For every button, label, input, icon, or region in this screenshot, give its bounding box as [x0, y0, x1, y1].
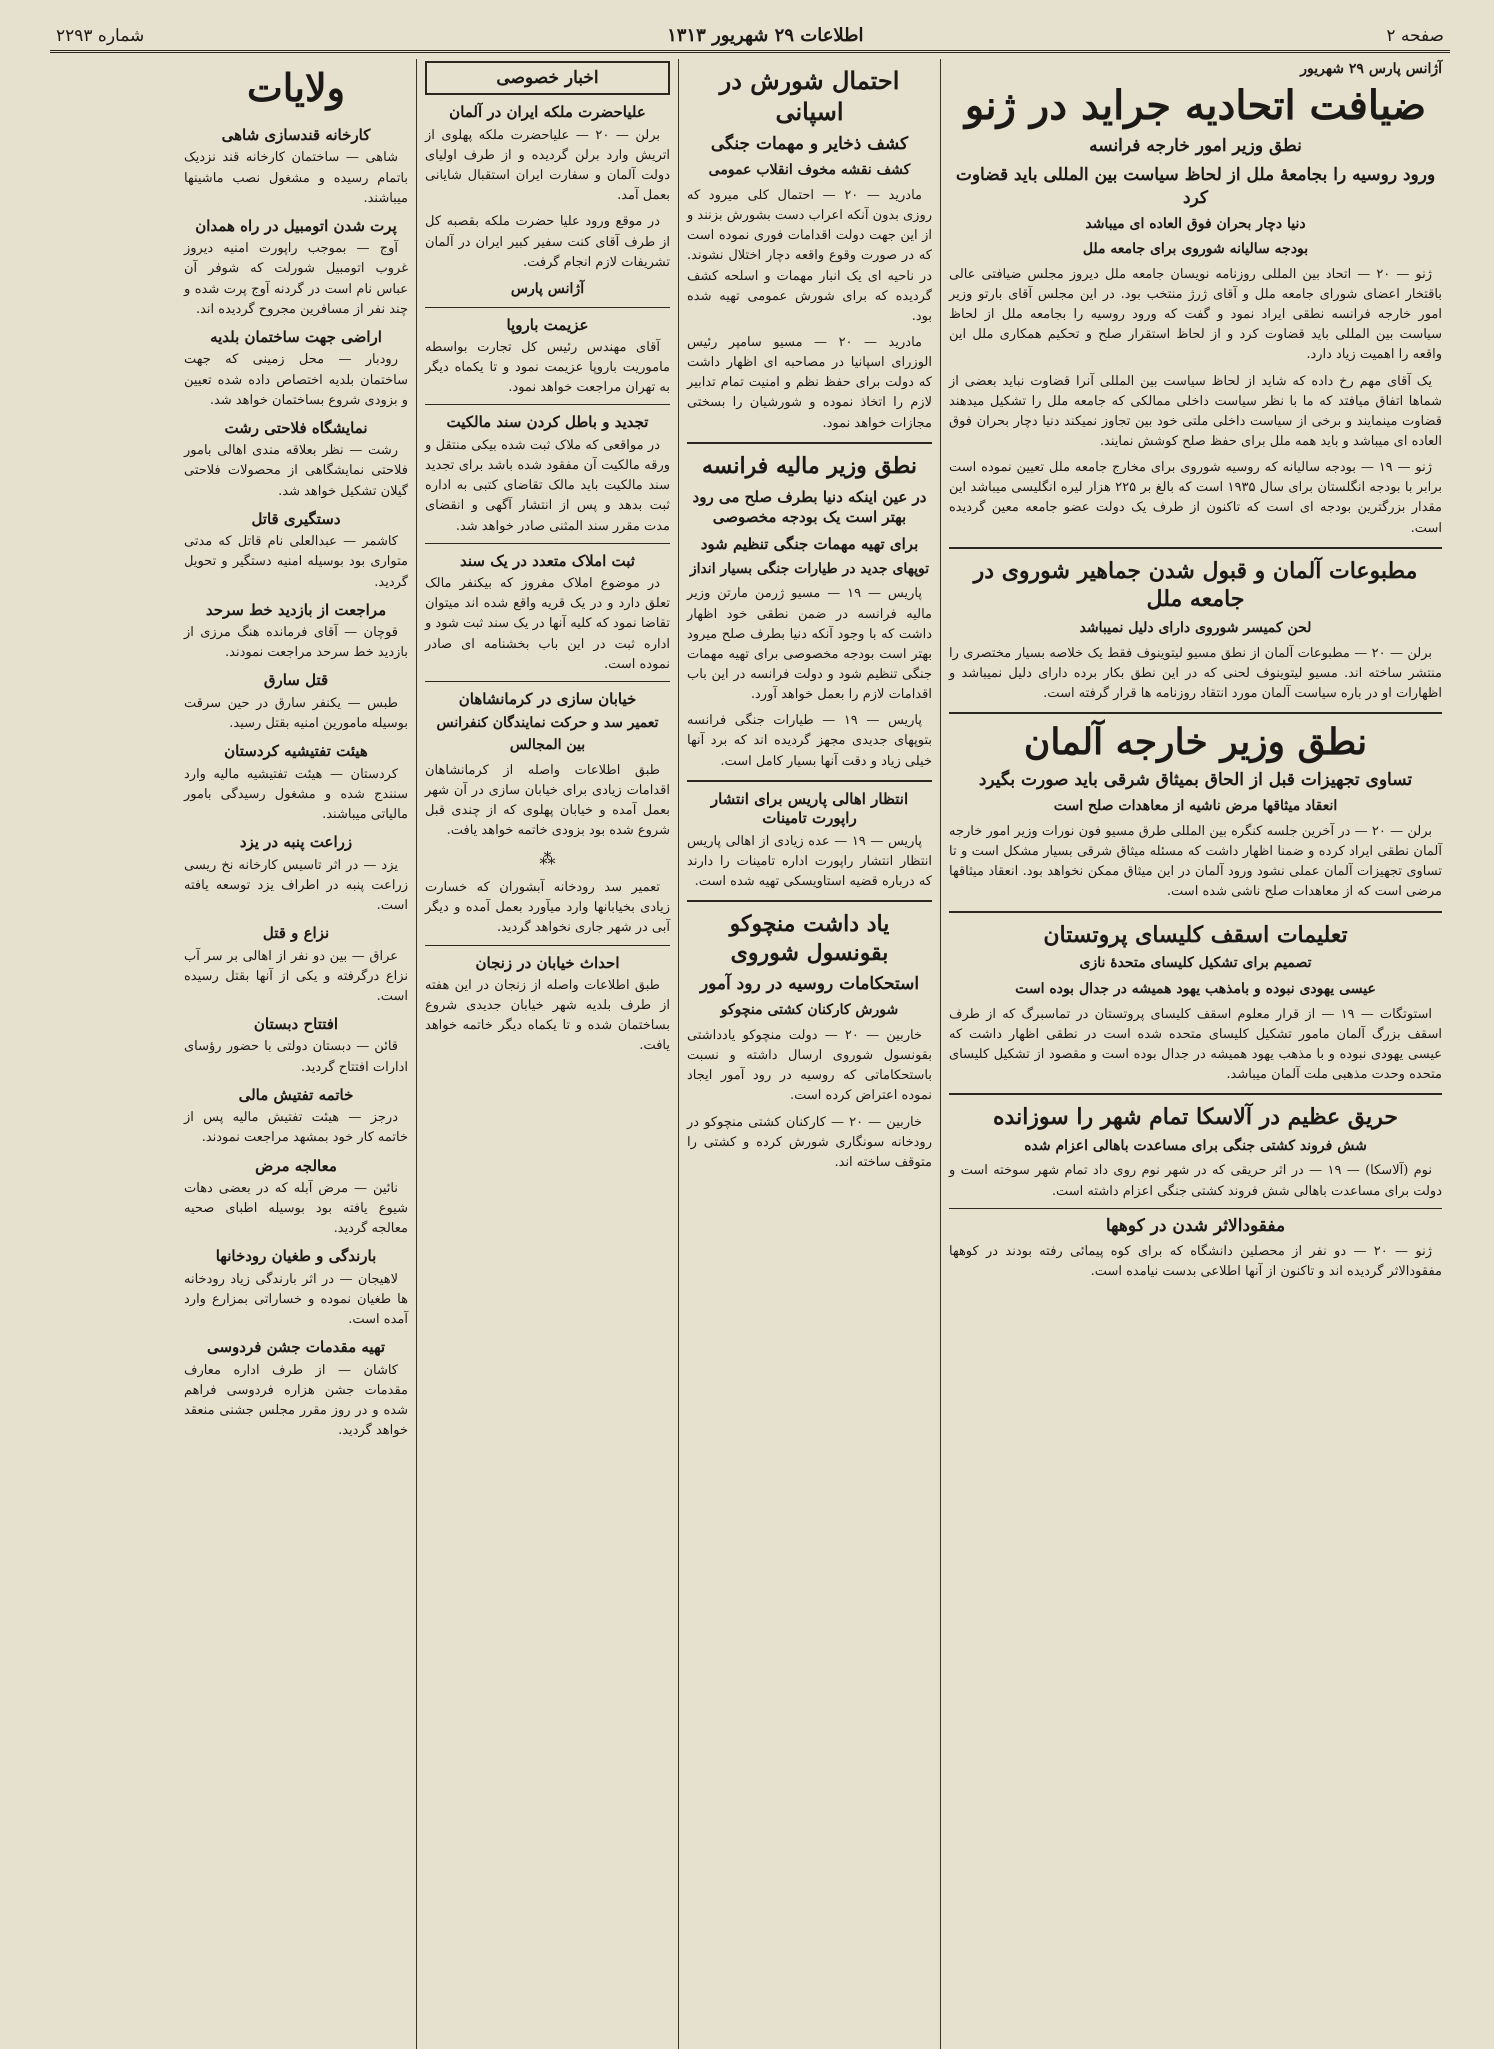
headline-car-accident: پرت شدن اتومبیل در راه همدان [195, 216, 397, 235]
headline-audit: خاتمه تفتیش مالی [238, 1085, 354, 1104]
headline-kermanshah: خیابان سازی در کرمانشاهان [458, 689, 637, 708]
headline-ferdowsi: تهیه مقدمات جشن فردوسی [206, 1338, 386, 1357]
headline-bishop: تعلیمات اسقف کلیسای پروتستان [1043, 921, 1348, 948]
article-text: یزد — در اثر تاسیس کارخانه نخ ریسی زراعت پنبه در اطراف یزد توسعه یافته است. [184, 857, 408, 913]
headline-german-minister: نطق وزیر خارجه آلمان [1023, 721, 1368, 763]
headline-arrest: دستگیری قاتل [251, 509, 341, 528]
subhead-amur: استحکامات روسیه در رود آمور [699, 974, 920, 995]
headline-school: افتتاح دبستان [253, 1014, 339, 1033]
article-text: یک آقای مهم رخ داده که شاید از لحاظ سیاست بین المللی آنرا قضاوت نباید بعضی از شماها اتفاق میافتد که ما با نظر سیاست داخلی ممالکی که جامعه ملل را تشکیل میدهند قضاوت مینمایند و برخی از سیاست داخلی ملتی خود بین تجاوز نمیکند دنیا دچار بحران فوق العاده ای میباشد و باید همه ملل برای حفظ صلح کوشش نمایند. [949, 373, 1442, 449]
subhead-jesus: عیسی یهودی نبوده و بامذهب یهود همیشه در جدال بوده است [1015, 980, 1376, 997]
headline-missing: مفقودالاثر شدن در کوهها [1105, 1215, 1286, 1236]
article-text: لاهیجان — در اثر بارندگی زیاد رودخانه ها طغیان نموده و خساراتی بمزارع وارد آمده است. [184, 1271, 408, 1328]
headline-zanjan: احداث خیابان در زنجان [475, 953, 620, 972]
masthead [50, 12, 1450, 53]
agency-pars: آژانس پارس [510, 280, 585, 297]
article-text: خاربین — ۲۰ — کارکنان کشتی منچوکو در رودخانه سونگاری شورش کرده و کشتی را متوقف ساخته اند. [687, 1114, 932, 1170]
subhead-war-munitions: برای تهیه مهمات جنگی تنظیم شود [700, 535, 919, 554]
headline-border: مراجعت از بازدید خط سرحد [205, 600, 387, 619]
headline-french-finance: نطق وزیر مالیه فرانسه [702, 452, 917, 479]
headline-sugar-factory: کارخانه قندسازی شاهی [221, 125, 371, 144]
ornament: ⁂ [539, 849, 556, 869]
article-text: شاهی — ساختمان کارخانه قند نزدیک باتمام رسیده و مشغول نصب ماشینها میباشند. [184, 150, 408, 206]
article-text: برلن — ۲۰ — مطبوعات آلمان از نطق مسیو لیتوینوف فقط یک خلاصه بسیار مختصری را منتشر ساخته اند. مسیو لیتوینوف لحنی که در این نطق بکار برده دارای دلیل نمیباشد و اظهارات او در باره سیاست آلمان مورد انتقاد روزنامه ها قرار گرفته است. [949, 645, 1442, 701]
subhead-pacts: انعقاد میثاقها مرض ناشیه از معاهدات صلح است [1053, 798, 1338, 815]
article-text: آقای مهندس رئیس کل تجارت بواسطه ماموریت باروپا عزیمت نمود و تا یکماه دیگر به تهران مراجعت خواهد نمود. [425, 340, 670, 396]
headline-flood: بارندگی و طغیان رودخانها [215, 1247, 377, 1266]
headline-manchukuo: یاد داشت منچوکو بقونسول شوروی [729, 911, 890, 966]
subhead-russia: ورود روسیه را بجامعهٔ ملل از لحاظ سیاست بین المللی باید قضاوت کرد [955, 164, 1436, 208]
article-text: عراق — بین دو نفر از اهالی بر سر آب نزاع درگرفته و یکی از آنها بقتل رسیده است. [184, 948, 408, 1004]
issue-number: شماره ۲۲۹۳ [56, 26, 145, 46]
subhead-france-minister: نطق وزیر امور خارجه فرانسه [1089, 135, 1302, 156]
subhead-commissar: لحن کمیسر شوروی دارای دلیل نمیباشد [1079, 619, 1312, 636]
article-text: در موضوع املاک مفروز که بیکنفر مالک تعلق دارد و در یک قریه واقع شده اند میتوان تقاضا نمود که کلیه آنها در یک سند ثبت شود و اداره ثبت در این باب بخشنامه ای صادر نموده است. [425, 576, 670, 672]
headline-rasht-expo: نمایشگاه فلاحتی رشت [224, 418, 368, 437]
article-text: ژنو — ۲۰ — اتحاد بین المللی روزنامه نویسان جامعه ملل دیروز مجلس ضیافتی عالی باقتخار اعضای شورای جامعه ملل و آقای ژرژ منتخب بود. در این مجلس آقای بارتو وزیر امور خارجه فرانسه نطقی ایراد نمود و گفت که ورود روسیه را بجامعه ملل از لحاظ سیاست بین المللی باید قضاوت کرد و از لحاظ استقرار صلح و تحکیم همکاری ملل این واقعه را اهمیت زیاد دارد. [949, 266, 1442, 363]
article-text: مادرید — ۲۰ — احتمال کلی میرود که روزی بدون آنکه اعراب دست بشورش بزنند و از این جهت دولت اقدامات فوری نموده است که در صورت وقوع واقعه دچار اختلال نشوند. در ناحیه ای یک انبار مهمات و اسلحه کشف گردیده که برای شورش عمومی تهیه شده بود. [687, 188, 932, 324]
subhead-revolution-plan: کشف نقشه مخوف انقلاب عمومی [708, 162, 911, 179]
headline-multiple-properties: ثبت املاک متعدد در یک سند [460, 551, 635, 570]
headline-municipal-land: اراضی جهت ساختمان بلدیه [210, 327, 382, 346]
headline-geneva: ضیافت اتحادیه جراید در ژنو [964, 81, 1427, 129]
article-text: قائن — دبستان دولتی با حضور رؤسای ادارات افتتاح گردید. [184, 1039, 408, 1075]
agency-line: آژانس پارس ۲۹ شهریور [1300, 61, 1442, 77]
headline-german-press: مطبوعات آلمان و قبول شدن جماهیر شوروی در جامعه ملل [973, 557, 1418, 613]
article-text: پاریس — ۱۹ — طیارات جنگی فرانسه بتوپهای جدیدی مجهز گردیده اند که برد آنها خیلی زیاد و دقت آنها بسیار کامل است. [687, 713, 932, 769]
article-text: کاشان — از طرف اداره معارف مقدمات جشن هزاره فردوسی فراهم شده و در روز مقرر مجلس جشنی منعقد خواهد گردید. [184, 1362, 408, 1439]
article-text: کاشمر — عبدالعلی نام قاتل که مدتی متواری بود بوسیله امنیه دستگیر و تحویل گردید. [184, 534, 408, 590]
article-text: نائین — مرض آبله که در بعضی دهات شیوع یافته بود بوسیله اطبای صحیه معالجه گردید. [184, 1181, 408, 1237]
article-text: خاربین — ۲۰ — دولت منچوکو یادداشتی بقونسول شوروی ارسال داشته و نسبت باستحکاماتی که روسیه در رود آمور ایجاد نموده اعتراض کرده است. [687, 1027, 932, 1104]
headline-dispute: نزاع و قتل [262, 924, 330, 943]
subhead-dam: تعمیر سد و حرکت نمایندگان کنفرانس بین المجالس [436, 715, 659, 754]
article-text: رشت — نظر بعلاقه مندی اهالی بامور فلاحتی نمایشگاهی از محصولات فلاحتی گیلان تشکیل خواهد شد. [184, 443, 408, 499]
article-text: طبق اطلاعات واصله از کرمانشاهان اقدامات زیادی برای خیابان سازی در آن شهر بعمل آمده و خیابان پهلوی که از چندی قبل شروع شده بود بزودی خاتمه خواهد یافت. [425, 762, 670, 839]
headline-paris-report: انتظار اهالی پاریس برای انتشار راپورت تامینات [710, 789, 909, 828]
headline-thief: قتل سارق [263, 671, 329, 690]
section-private-news: اخبار خصوصی [425, 61, 670, 95]
article-text: رودبار — محل زمینی که جهت ساختمان بلدیه اختصاص داده شده تعیین و بزودی شروع بساختمان خواهد شد. [184, 352, 408, 408]
headline-queen: علیاحضرت ملکه ایران در آلمان [449, 103, 646, 122]
article-text: در مواقعی که ملاک ثبت شده بیکی منتقل و ورقه مالکیت آن مفقود شده باشد برای تجدید سند مالکیت باید مالک تقاضای کتبی به اداره ثبت بدهد و پس از انتشار آگهی و انقضای مدت مقرر سند المثنی صادر خواهد شد. [425, 437, 670, 534]
article-text: ژنو — ۲۰ — دو نفر از محصلین دانشگاه که برای کوه پیمائی رفته بودند در کوهها مفقودالاثر گردیده اند و تاکنون از آنها اطلاعی بدست نیامده است. [949, 1243, 1442, 1279]
article-text: طبس — یکنفر سارق در حین سرقت بوسیله مامورین امنیه بقتل رسید. [184, 695, 408, 732]
subhead-crisis: دنیا دچار بحران فوق العاده ای میباشد [1085, 215, 1306, 232]
article-text: قوچان — آقای فرمانده هنگ مرزی از بازدید خط سرحد مراجعت نمودند. [184, 625, 408, 661]
article-text: برلن — ۲۰ — علیاحضرت ملکه پهلوی از اتریش وارد برلن گردیده و از طرف اولیای دولت آلمان و سفارت ایران استقبال شایانی بعمل آمد. [425, 127, 670, 204]
headline-alaska-fire: حریق عظیم در آلاسکا تمام شهر را سوزانده [993, 1104, 1398, 1131]
subhead-peace-budget: در عین اینکه دنیا بطرف صلح می رود بهتر است یک بودجه مخصوصی [692, 488, 927, 526]
article-text: ژنو — ۱۹ — بودجه سالیانه که روسیه شوروی برای مخارج جامعه ملل تعیین نموده است برابر با بودجه انگلستان برای سال ۱۹۳۵ است که بالغ بر ۲۲۵ هزار لیره انگلیسی میباشد این مقدار بزرگترین بودجه ای است که تاکنون از طرف یک دولت عضو جامعه معین گردیده است. [949, 460, 1442, 536]
headline-disease: معالجه مرض [255, 1156, 337, 1175]
article-text: در موقع ورود علیا حضرت ملکه بقصبه کل از طرف آقای کنت سفیر کبیر ایران در آلمان تشریفات لازم انجام گرفت. [425, 214, 670, 270]
subhead-nazi-church: تصمیم برای تشکیل کلیسای متحدهٔ نازی [1079, 955, 1312, 972]
column-provinces [176, 59, 416, 2049]
headline-cotton: زراعت پنبه در یزد [239, 833, 353, 852]
article-text: کردستان — هیئت تفتیشیه مالیه وارد سنندج شده و مشغول رسیدگی بامور مالیاتی میباشند. [184, 766, 408, 822]
subhead-equality: تساوی تجهیزات قبل از الحاق بمیثاق شرقی باید صورت بگیرد [978, 770, 1413, 791]
subhead-munitions: کشف ذخایر و مهمات جنگی [710, 134, 909, 155]
page-number: صفحه ۲ [1386, 26, 1444, 46]
headline-departure: عزیمت باروپا [506, 315, 589, 334]
column-foreign-news [940, 59, 1450, 2049]
paper-date: اطلاعات ۲۹ شهریور ۱۳۱۳ [667, 25, 864, 46]
article-text: پاریس — ۱۹ — عده زیادی از اهالی پاریس انتظار انتشار راپورت اداره تامینات را دارند که درباره قضیه استاویسکی تهیه شده است. [687, 833, 932, 890]
subhead-warships: شش فروند کشتی جنگی برای مساعدت باهالی اعزام شده [1024, 1137, 1367, 1154]
subhead-new-guns: توپهای جدید در طیارات جنگی بسیار انداز [689, 560, 930, 577]
article-text: مادرید — ۲۰ — مسیو سامپر رئیس الوزرای اسپانیا در مصاحبه ای اظهار داشت که دولت برای حفظ نظم و امنیت تمام تدابیر لازم را اتخاذ نموده و شورشیان را بسختی مجازات خواهد نمود. [687, 334, 932, 431]
column-private-news [416, 59, 678, 2049]
section-provinces: ولایات [247, 65, 345, 110]
headline-deed-renewal: تجدید و باطل کردن سند مالکیت [446, 413, 649, 432]
headline-kurdistan: هیئت تفتیشیه کردستان [224, 742, 368, 761]
column-spain [678, 59, 940, 2049]
article-text: استوتگات — ۱۹ — از قرار معلوم اسقف کلیسای پروتستان در تماسبرگ که از طرف اسقف بزرگ آلمان مامور تشکیل کلیسای متحده شده است در نطقی اظهار داشت که عیسی یهودی نبوده و با مذهب یهود همیشه در جدال بوده است و مقصود از تشکیل کلیسای متحده وحدت مذهبی ملت آلمان میباشد. [949, 1006, 1442, 1082]
subhead-ship-mutiny: شورش کارکنان کشتی منچوکو [720, 1002, 899, 1019]
headline-spain: احتمال شورش در اسپانی [719, 66, 900, 127]
article-text: آوج — بموجب راپورت امنیه دیروز غروب اتومبیل شورلت که شوفر آن عباس نام است در گردنه آوج پرت شده و چند نفر از مسافرین مجروح گردیده اند. [184, 241, 408, 317]
article-text: درجز — هیئت تفتیش مالیه پس از خاتمه کار خود بمشهد مراجعت نمودند. [184, 1110, 408, 1146]
subhead-budget: بودجه سالیانه شوروی برای جامعه ملل [1082, 241, 1309, 258]
article-text: نوم (آلاسکا) — ۱۹ — در اثر حریقی که در شهر نوم روی داد تمام شهر سوخته است و دولت برای مساعدت باهالی شش فروند کشتی جنگی اعزام داشته است. [949, 1163, 1442, 1199]
article-text: پاریس — ۱۹ — مسیو ژرمن مارتن وزیر مالیه فرانسه در ضمن نطقی خود اظهار داشت که با وجود آنکه دنیا بطرف صلح میرود بهتر است بودجه مخصوصی برای تهیه مهمات جنگی تنظیم شود و دولت فرانسه در این باب اقدامات لازم را بعمل خواهد آورد. [687, 586, 932, 703]
article-text: برلن — ۲۰ — در آخرین جلسه کنگره بین المللی طرق مسیو فون نورات وزیر امور خارجه آلمان نطقی ایراد کرده و ضمنا اظهار داشت که مسئله میثاق شرقی بسیار مشکل است و تا تساوی تجهیزات آلمان عملی نشود ورود آلمان در این میثاق ممکن نخواهد بود. انعقاد میثاقها مرضی است که از معاهدات صلح ناشی شده است. [949, 824, 1442, 900]
article-text: طبق اطلاعات واصله از زنجان در این هفته از طرف بلدیه شهر خیابان جدیدی شروع بساختمان شده و تا یکماه دیگر خاتمه خواهد یافت. [425, 978, 670, 1054]
columns [50, 59, 1450, 2049]
article-text: تعمیر سد رودخانه آبشوران که خسارت زیادی بخیابانها وارد میآورد بعمل آمده و دیگر آبی در شهر جاری نخواهد گردید. [425, 880, 670, 936]
